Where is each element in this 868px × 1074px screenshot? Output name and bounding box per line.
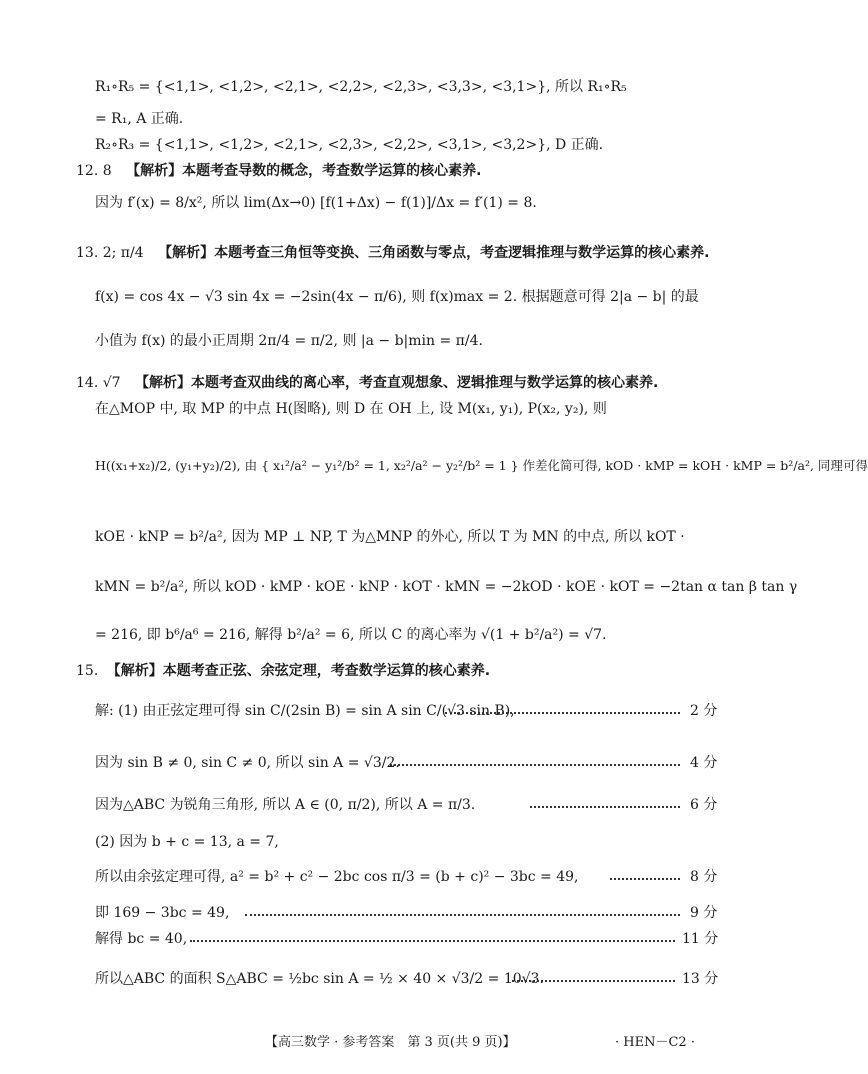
text-line bbox=[95, 460, 868, 473]
text-line bbox=[95, 798, 475, 812]
dot-leader bbox=[190, 940, 675, 942]
dot-leader bbox=[445, 712, 680, 714]
score-label: 9 分 bbox=[690, 905, 718, 921]
equation-bc: 即 169 − 3bc = 49, bbox=[95, 905, 230, 921]
score-label: 4 分 bbox=[690, 755, 718, 771]
dot-leader bbox=[512, 980, 675, 982]
text-line bbox=[95, 906, 229, 920]
question-12-header bbox=[76, 164, 481, 178]
analysis-tag: 【解析】本题考查正弦、余弦定理，考查数学运算的核心素养. bbox=[106, 663, 491, 679]
hyperbola-system: H((x₁+x₂)/2, (y₁+y₂)/2), 由 { x₁²/a² − y₁²/b² = 1, x₂²/a² − y₂²/b² = 1 } 作差化简可得, kOD · kMP = kOH · kMP = b²/a², 同理可得 bbox=[95, 458, 868, 473]
text-line bbox=[95, 530, 685, 544]
question-number: 14. √7 bbox=[76, 375, 121, 391]
slope-product-chain: kMN = b²/a², 所以 kOD · kMP · kOE · kNP · kOT · kMN = −2kOD · kOE · kOT = −2tan α tan β tan γ bbox=[95, 579, 798, 595]
minimal-period: 小值为 f(x) 的最小正周期 2π/4 = π/2, 则 |a − b|min = π/4. bbox=[95, 333, 483, 349]
dot-leader bbox=[245, 914, 680, 916]
text-line bbox=[95, 112, 183, 126]
slope-product: kOE · kNP = b²/a², 因为 MP ⊥ NP, T 为△MNP 的外心, 所以 T 为 MN 的中点, 所以 kOT · bbox=[95, 529, 685, 545]
text-line bbox=[95, 402, 607, 416]
text-line bbox=[95, 835, 279, 849]
bc-value: 解得 bc = 40, bbox=[95, 931, 188, 947]
footer-page-info: 【高三数学 · 参考答案 第 3 页(共 9 页)】 bbox=[265, 1035, 516, 1050]
dot-leader bbox=[610, 878, 680, 880]
relation-composition-r1-r5: R₁∘R₅ = {<1,1>, <1,2>, <2,1>, <2,2>, <2,3>, <3,3>, <3,1>}, 所以 R₁∘R₅ bbox=[95, 79, 627, 95]
relation-composition-r2-r3: R₂∘R₃ = {<1,1>, <1,2>, <2,1>, <2,3>, <2,2>, <3,1>, <3,2>}, D 正确. bbox=[95, 137, 604, 153]
score-label: 2 分 bbox=[690, 703, 718, 719]
sin-a-value: 因为 sin B ≠ 0, sin C ≠ 0, 所以 sin A = √3/2. bbox=[95, 755, 400, 771]
text-line bbox=[95, 972, 544, 986]
conclusion-a: = R₁, A 正确. bbox=[95, 111, 184, 127]
text-line bbox=[95, 932, 187, 946]
question-15-header bbox=[76, 664, 490, 678]
text-line bbox=[95, 196, 537, 210]
text-line bbox=[95, 138, 603, 152]
area-result: 所以△ABC 的面积 S△ABC = ½bc sin A = ½ × 40 × √3/2 = 10√3. bbox=[95, 971, 544, 987]
text-line bbox=[95, 704, 515, 718]
dot-leader bbox=[530, 806, 680, 808]
score-label: 13 分 bbox=[682, 971, 719, 987]
cosine-rule-step: 所以由余弦定理可得, a² = b² + c² − 2bc cos π/3 = (b + c)² − 3bc = 49, bbox=[95, 869, 579, 885]
derivative-equation: 因为 f′(x) = 8/x², 所以 lim(Δx→0) [f(1+Δx) − f(1)]/Δx = f′(1) = 8. bbox=[95, 195, 537, 211]
midpoint-setup: 在△MOP 中, 取 MP 的中点 H(图略), 则 D 在 OH 上, 设 M(x₁, y₁), P(x₂, y₂), 则 bbox=[95, 401, 607, 417]
eccentricity-result: = 216, 即 b⁶/a⁶ = 216, 解得 b²/a² = 6, 所以 C 的离心率为 √(1 + b²/a²) = √7. bbox=[95, 627, 607, 643]
question-number: 12. 8 bbox=[76, 163, 112, 179]
text-line bbox=[95, 756, 400, 770]
question-number: 13. 2; π/4 bbox=[76, 245, 144, 261]
analysis-tag: 【解析】本题考查双曲线的离心率，考查直观想象、逻辑推理与数学运算的核心素养. bbox=[135, 375, 659, 391]
trig-identity: f(x) = cos 4x − √3 sin 4x = −2sin(4x − π/6), 则 f(x)max = 2. 根据题意可得 2|a − b| 的最 bbox=[95, 289, 699, 305]
footer-code: · HEN－C2 · bbox=[615, 1035, 695, 1050]
score-label: 8 分 bbox=[690, 869, 718, 885]
text-line bbox=[95, 334, 483, 348]
text-line bbox=[95, 628, 607, 642]
question-13-header bbox=[76, 246, 709, 260]
analysis-tag: 【解析】本题考查导数的概念，考查数学运算的核心素养. bbox=[126, 163, 482, 179]
analysis-tag: 【解析】本题考查三角恒等变换、三角函数与零点，考查逻辑推理与数学运算的核心素养. bbox=[158, 245, 710, 261]
dot-leader bbox=[390, 764, 680, 766]
score-label: 11 分 bbox=[682, 931, 719, 947]
question-number: 15. bbox=[76, 663, 99, 679]
text-line bbox=[95, 580, 797, 594]
text-line bbox=[95, 870, 579, 884]
part-2-given: (2) 因为 b + c = 13, a = 7, bbox=[95, 834, 279, 850]
score-label: 6 分 bbox=[690, 797, 718, 813]
angle-a-value: 因为△ABC 为锐角三角形, 所以 A ∈ (0, π/2), 所以 A = π/3. bbox=[95, 797, 476, 813]
sine-rule-step: 解: (1) 由正弦定理可得 sin C/(2sin B) = sin A sin C/(√3 sin B), bbox=[95, 703, 515, 719]
text-line bbox=[95, 80, 627, 94]
question-14-header bbox=[76, 376, 658, 390]
text-line bbox=[95, 290, 699, 304]
